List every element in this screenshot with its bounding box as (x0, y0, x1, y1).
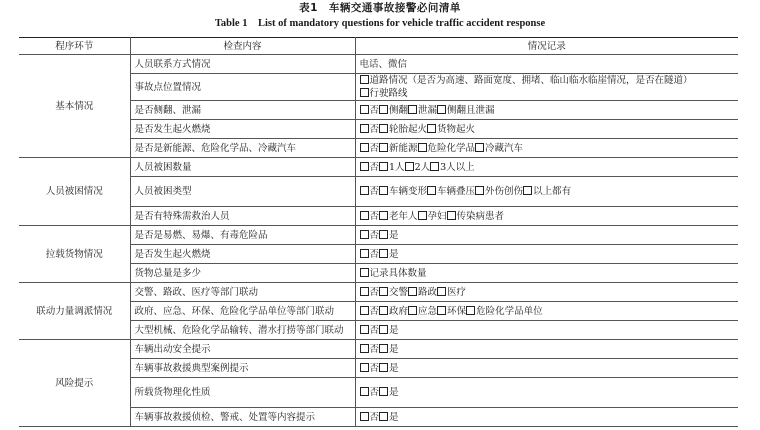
check-question: 所载货物理化性质 (130, 378, 355, 408)
checkbox-label: 危险化学品单位 (476, 305, 543, 317)
checkbox-icon[interactable] (360, 387, 369, 396)
checkbox-label: 否 (369, 286, 380, 298)
checkbox-icon[interactable] (437, 105, 446, 114)
checkbox-icon[interactable] (379, 344, 388, 353)
checkbox-icon[interactable] (427, 124, 436, 133)
checkbox-option[interactable] (379, 306, 408, 317)
checkbox-icon[interactable] (360, 88, 369, 97)
checkbox-option[interactable] (379, 344, 399, 355)
record-cell (355, 408, 738, 427)
checkbox-option[interactable] (427, 186, 475, 197)
checkbox-label: 是 (389, 324, 399, 336)
checkbox-label: 否 (369, 362, 380, 374)
checkbox-label: 泄漏 (418, 104, 438, 116)
checkbox-label: 1人 (389, 161, 405, 173)
checkbox-icon[interactable] (360, 211, 369, 220)
checkbox-label: 否 (369, 324, 380, 336)
check-question: 是否有特殊需救治人员 (130, 207, 355, 226)
checkbox-label: 危险化学品 (427, 142, 476, 154)
checkbox-option[interactable] (523, 186, 571, 197)
checkbox-label: 3人以上 (440, 161, 475, 173)
checkbox-label: 否 (369, 343, 380, 355)
checkbox-label: 是 (389, 387, 399, 398)
checkbox-icon[interactable] (379, 412, 388, 421)
checkbox-option[interactable] (360, 344, 380, 355)
checkbox-option[interactable] (418, 143, 476, 154)
checkbox-label: 货物起火 (437, 123, 476, 135)
checkbox-icon[interactable] (360, 249, 369, 258)
check-question: 车辆事故救援典型案例提示 (130, 359, 355, 378)
checkbox-icon[interactable] (360, 75, 369, 84)
checkbox-label: 侧翻 (389, 104, 409, 116)
checkbox-label: 否 (369, 248, 380, 260)
checkbox-icon[interactable] (379, 306, 388, 315)
checkbox-option[interactable] (430, 162, 475, 173)
check-question: 是否发生起火燃烧 (130, 120, 355, 139)
checkbox-icon[interactable] (427, 186, 436, 195)
checkbox-option[interactable] (360, 186, 380, 197)
checkbox-label: 传染病患者 (456, 210, 505, 222)
checkbox-label: 外伤创伤 (485, 186, 524, 197)
checkbox-label: 是 (389, 411, 399, 423)
checkbox-icon[interactable] (430, 162, 439, 171)
checkbox-icon[interactable] (379, 211, 388, 220)
checkbox-icon[interactable] (360, 143, 369, 152)
checkbox-icon[interactable] (379, 325, 388, 334)
record-cell (355, 74, 738, 101)
checkbox-option[interactable] (360, 124, 380, 135)
checkbox-label: 应急 (418, 305, 438, 317)
checkbox-icon[interactable] (523, 186, 532, 195)
checkbox-option[interactable] (360, 268, 427, 279)
checkbox-icon[interactable] (360, 162, 369, 171)
section-name: 人员被困情况 (19, 158, 130, 226)
check-question: 货物总量是多少 (130, 264, 355, 283)
table-header-row (19, 38, 738, 55)
record-cell (355, 378, 738, 408)
checkbox-label: 是 (389, 248, 399, 260)
record-cell (355, 226, 738, 245)
checkbox-icon[interactable] (418, 143, 427, 152)
checkbox-label: 否 (369, 161, 380, 173)
checkbox-label: 轮胎起火 (389, 123, 428, 135)
checkbox-icon[interactable] (360, 287, 369, 296)
check-question: 事故点位置情况 (130, 74, 355, 101)
checkbox-icon[interactable] (447, 211, 456, 220)
checkbox-option[interactable] (360, 88, 408, 99)
record-cell (355, 283, 738, 302)
checkbox-option[interactable] (427, 124, 475, 135)
checkbox-option[interactable] (418, 211, 447, 222)
section-name: 基本情况 (19, 55, 130, 158)
checkbox-icon[interactable] (360, 230, 369, 239)
checkbox-icon[interactable] (360, 325, 369, 334)
checkbox-option[interactable] (360, 363, 380, 374)
record-cell (355, 101, 738, 120)
checkbox-option[interactable] (360, 249, 380, 260)
checkbox-icon[interactable] (408, 306, 417, 315)
table-caption-chinese: 表1 车辆交通事故接警必问清单 (299, 2, 461, 14)
checkbox-option[interactable] (360, 211, 380, 222)
checkbox-label: 否 (369, 387, 380, 398)
checkbox-icon[interactable] (379, 143, 388, 152)
checkbox-option[interactable] (379, 162, 405, 173)
check-question: 大型机械、危险化学品输转、潜水打捞等部门联动 (130, 321, 355, 340)
check-question: 交警、路政、医疗等部门联动 (130, 283, 355, 302)
checkbox-option[interactable] (360, 143, 380, 154)
checkbox-label: 否 (369, 411, 380, 423)
checkbox-label: 2人 (414, 161, 431, 173)
checkbox-option[interactable] (447, 211, 505, 222)
check-question: 是否是易燃、易爆、有毒危险品 (130, 226, 355, 245)
header-procedure: 程序环节 (19, 38, 130, 55)
section-name: 风险提示 (19, 340, 130, 427)
checkbox-icon[interactable] (379, 249, 388, 258)
checkbox-icon[interactable] (437, 306, 446, 315)
checkbox-option[interactable] (475, 143, 523, 154)
check-question: 车辆出动安全提示 (130, 340, 355, 359)
checkbox-label: 孕妇 (427, 210, 447, 222)
checkbox-label: 是 (389, 229, 399, 241)
checkbox-label: 冷藏汽车 (485, 142, 524, 154)
record-cell (355, 158, 738, 177)
checkbox-label: 交警 (389, 286, 409, 298)
checkbox-icon[interactable] (360, 306, 369, 315)
checkbox-label: 否 (369, 305, 380, 317)
checkbox-label: 否 (369, 186, 380, 197)
checkbox-option[interactable] (437, 306, 466, 317)
checkbox-option[interactable] (466, 306, 543, 317)
record-cell (355, 264, 738, 283)
checkbox-option[interactable] (379, 143, 418, 154)
checkbox-icon[interactable] (418, 211, 427, 220)
record-cell (355, 340, 738, 359)
record-cell (355, 245, 738, 264)
checkbox-option[interactable] (379, 412, 399, 423)
checkbox-option[interactable] (360, 387, 380, 398)
checkbox-icon[interactable] (475, 143, 484, 152)
checkbox-icon[interactable] (360, 105, 369, 114)
checkbox-label: 侧翻且泄漏 (447, 104, 495, 116)
checkbox-label: 环保 (447, 305, 467, 317)
checkbox-option[interactable] (360, 105, 380, 116)
checkbox-icon[interactable] (379, 387, 388, 396)
checkbox-label: 记录具体数量 (369, 267, 427, 279)
checkbox-icon[interactable] (379, 124, 388, 133)
checkbox-option[interactable] (437, 105, 495, 116)
checkbox-icon[interactable] (360, 186, 369, 195)
record-cell (355, 120, 738, 139)
checkbox-option[interactable] (379, 249, 399, 260)
checkbox-option[interactable] (360, 75, 693, 86)
check-question: 人员联系方式情况 (130, 55, 355, 74)
checkbox-icon[interactable] (408, 105, 417, 114)
record-cell (355, 177, 738, 207)
checkbox-label: 是 (389, 362, 399, 374)
checkbox-label: 新能源 (389, 142, 418, 154)
checkbox-option[interactable] (360, 306, 380, 317)
checkbox-option[interactable] (408, 105, 437, 116)
checkbox-option[interactable] (379, 211, 418, 222)
checkbox-label: 路政 (418, 286, 438, 298)
record-cell (355, 139, 738, 158)
checkbox-icon[interactable] (360, 124, 369, 133)
checkbox-label: 否 (369, 142, 380, 154)
record-cell (355, 207, 738, 226)
checkbox-label: 否 (369, 104, 380, 116)
checkbox-option[interactable] (379, 363, 399, 374)
check-question: 是否发生起火燃烧 (130, 245, 355, 264)
check-question: 人员被困数量 (130, 158, 355, 177)
check-question: 是否侧翻、泄漏 (130, 101, 355, 120)
checkbox-icon[interactable] (360, 268, 369, 277)
checkbox-icon[interactable] (405, 162, 414, 171)
checkbox-label: 是 (389, 343, 399, 355)
checkbox-option[interactable] (360, 162, 380, 173)
checkbox-label: 以上都有 (533, 186, 572, 197)
checkbox-label: 车辆变形 (389, 186, 428, 197)
checkbox-option[interactable] (360, 287, 380, 298)
checkbox-option[interactable] (408, 306, 437, 317)
checkbox-label: 否 (369, 123, 380, 135)
mandatory-questions-table (19, 37, 738, 427)
record-cell (355, 55, 738, 74)
checkbox-option[interactable] (379, 230, 399, 241)
header-check-content: 检查内容 (130, 38, 355, 55)
record-cell (355, 302, 738, 321)
table-row (19, 283, 738, 302)
checkbox-label: 老年人 (389, 210, 418, 222)
checkbox-icon[interactable] (379, 287, 388, 296)
check-question: 人员被困类型 (130, 177, 355, 207)
check-question: 是否是新能源、危险化学品、冷藏汽车 (130, 139, 355, 158)
checkbox-label: 政府 (389, 305, 409, 317)
checkbox-option[interactable] (360, 325, 380, 336)
checkbox-icon[interactable] (466, 306, 475, 315)
checkbox-label: 医疗 (447, 286, 467, 298)
table-row (19, 158, 738, 177)
checkbox-icon[interactable] (475, 186, 484, 195)
check-question: 政府、应急、环保、危险化学品单位等部门联动 (130, 302, 355, 321)
checkbox-icon[interactable] (408, 287, 417, 296)
checkbox-option[interactable] (379, 387, 399, 398)
header-record: 情况记录 (355, 38, 738, 55)
checkbox-option[interactable] (408, 287, 437, 298)
table-row (19, 226, 738, 245)
checkbox-icon[interactable] (360, 344, 369, 353)
checkbox-option[interactable] (379, 325, 399, 336)
checkbox-icon[interactable] (379, 230, 388, 239)
checkbox-label: 车辆叠压 (437, 186, 476, 197)
checkbox-option[interactable] (379, 105, 408, 116)
checkbox-option[interactable] (437, 287, 466, 298)
checkbox-option[interactable] (360, 230, 380, 241)
checkbox-icon[interactable] (379, 363, 388, 372)
record-cell (355, 321, 738, 340)
table-caption-english: Table 1 List of mandatory questions for vehicle traffic accident response (214, 18, 546, 29)
checkbox-option[interactable] (405, 162, 431, 173)
checkbox-icon[interactable] (437, 287, 446, 296)
checkbox-icon[interactable] (360, 363, 369, 372)
check-question: 车辆事故救援侦检、警戒、处置等内容提示 (130, 408, 355, 427)
checkbox-icon[interactable] (360, 412, 369, 421)
checkbox-icon[interactable] (379, 186, 388, 195)
section-name: 拉载货物情况 (19, 226, 130, 283)
checkbox-label: 否 (369, 210, 380, 222)
table-row (19, 340, 738, 359)
checkbox-label: 道路情况（是否为高速、路面宽度、拥堵、临山临水临崖情况，是否在隧道） (369, 75, 693, 86)
checkbox-label: 行驶路线 (369, 88, 408, 99)
record-text: 电话、微信 (359, 58, 408, 70)
table-row (19, 55, 738, 74)
checkbox-option[interactable] (379, 186, 427, 197)
checkbox-option[interactable] (379, 287, 408, 298)
checkbox-icon[interactable] (379, 105, 388, 114)
checkbox-label: 否 (369, 229, 380, 241)
checkbox-option[interactable] (475, 186, 523, 197)
checkbox-option[interactable] (360, 412, 380, 423)
checkbox-option[interactable] (379, 124, 427, 135)
record-cell (355, 359, 738, 378)
section-name: 联动力量调派情况 (19, 283, 130, 340)
checkbox-icon[interactable] (379, 162, 388, 171)
